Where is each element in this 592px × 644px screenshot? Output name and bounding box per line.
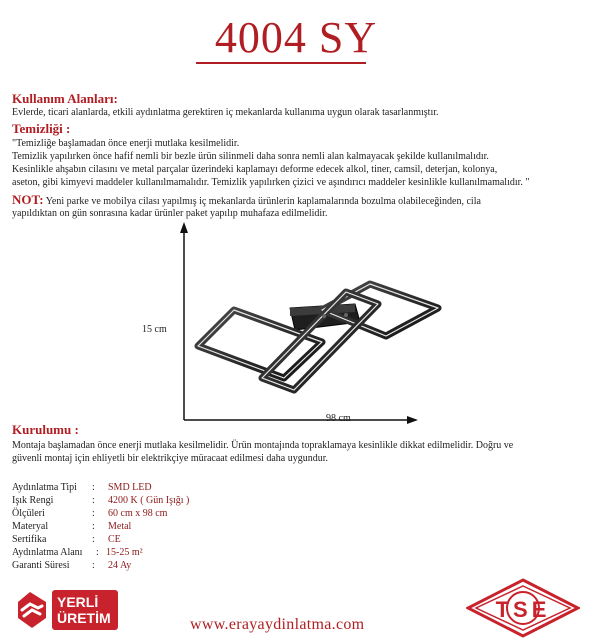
spec-label: Garanti Süresi (12, 560, 70, 571)
spec-value: 4200 K ( Gün Işığı ) (108, 495, 190, 506)
usage-text: Evlerde, ticari alanlarda, etkili aydınlatma gerektiren iç mekanlarda kullanıma uygun olarak tasarlanmıştır. (12, 107, 439, 118)
title-underline (196, 62, 366, 64)
spec-label: Sertifika (12, 534, 47, 545)
spec-value: 60 cm x 98 cm (108, 508, 168, 519)
badge-line-2: ÜRETİM (57, 610, 111, 626)
cleaning-line-2: Temizlik yapılırken önce hafif nemli bir bezle ürün silinmeli daha sonra nemli alan kalmayacak şekilde kullanılmalıdır. (12, 151, 489, 162)
cleaning-heading: Temizliği : (12, 121, 71, 136)
usage-heading: Kullanım Alanları: (12, 91, 118, 106)
spec-label: Aydınlatma Tipi (12, 482, 77, 493)
height-dimension-arrow (180, 222, 188, 420)
tse-logo-text: TSE (495, 597, 551, 622)
badge-text-box (52, 590, 118, 630)
spec-value: 15-25 m² (106, 547, 143, 558)
tse-logo (466, 578, 580, 638)
width-dimension-arrow (184, 416, 418, 424)
spec-colon: : (96, 547, 99, 558)
spec-value: 24 Ay (108, 560, 132, 571)
chandelier-image (198, 284, 438, 390)
installation-heading: Kurulumu : (12, 422, 79, 437)
cleaning-line-3: Kesinlikle ahşabın cilasını ve metal parçalar üzerindeki kaplamayı deforme edecek alkol, tiner, camsil, deterjan, kolonya, (12, 164, 498, 175)
note-line-1 (12, 193, 481, 208)
website-link[interactable]: www.erayaydinlatma.com (190, 616, 365, 633)
installation-line-2: güvenli montaj için ehliyetli bir elektrikçiye müracaat edilmesi daha uygundur. (12, 453, 329, 464)
spec-colon: : (92, 495, 95, 506)
badge-line-1: YERLİ (57, 594, 99, 610)
handshake-icon (12, 588, 52, 632)
spec-colon: : (92, 534, 95, 545)
spec-value: SMD LED (108, 482, 152, 493)
note-heading: NOT: (12, 192, 44, 207)
spec-label: Ölçüleri (12, 508, 45, 519)
domestic-production-badge (12, 588, 118, 632)
spec-colon: : (92, 521, 95, 532)
width-dimension-label: 98 cm (326, 413, 351, 424)
height-dimension-label: 15 cm (142, 324, 167, 335)
spec-label: Işık Rengi (12, 495, 54, 506)
spec-label: Materyal (12, 521, 49, 532)
cleaning-line-1: "Temizliğe başlamadan önce enerji mutlaka kesilmelidir. (12, 138, 240, 149)
product-title: 4004 SY (214, 13, 378, 62)
spec-colon: : (92, 508, 95, 519)
cleaning-line-4: aseton, gibi kimyevi maddeler kullanılmamalıdır. Temizlik yapılırken çizici ve aşındırıcı maddeler kesinlikle kullanılmamalıdır. " (12, 177, 530, 188)
product-drawing (150, 220, 470, 430)
note-line-2: yapıldıktan on gün sonrasına kadar ürünler paket yapılıp muhafaza edilmelidir. (12, 208, 328, 219)
spec-label: Aydınlatma Alanı (12, 547, 83, 558)
spec-value: CE (108, 534, 121, 545)
spec-value: Metal (108, 521, 132, 532)
spec-colon: : (92, 482, 95, 493)
installation-line-1: Montaja başlamadan önce enerji mutlaka kesilmelidir. Ürün montajında topraklamaya kesinlikle dikkat edilmelidir. Doğru ve (12, 440, 514, 451)
spec-colon: : (92, 560, 95, 571)
note-text-1: Yeni parke ve mobilya cilası yapılmış iç mekanlarda ürünlerin kaplamalarında bozulma olabileceğinden, cila (45, 196, 481, 207)
